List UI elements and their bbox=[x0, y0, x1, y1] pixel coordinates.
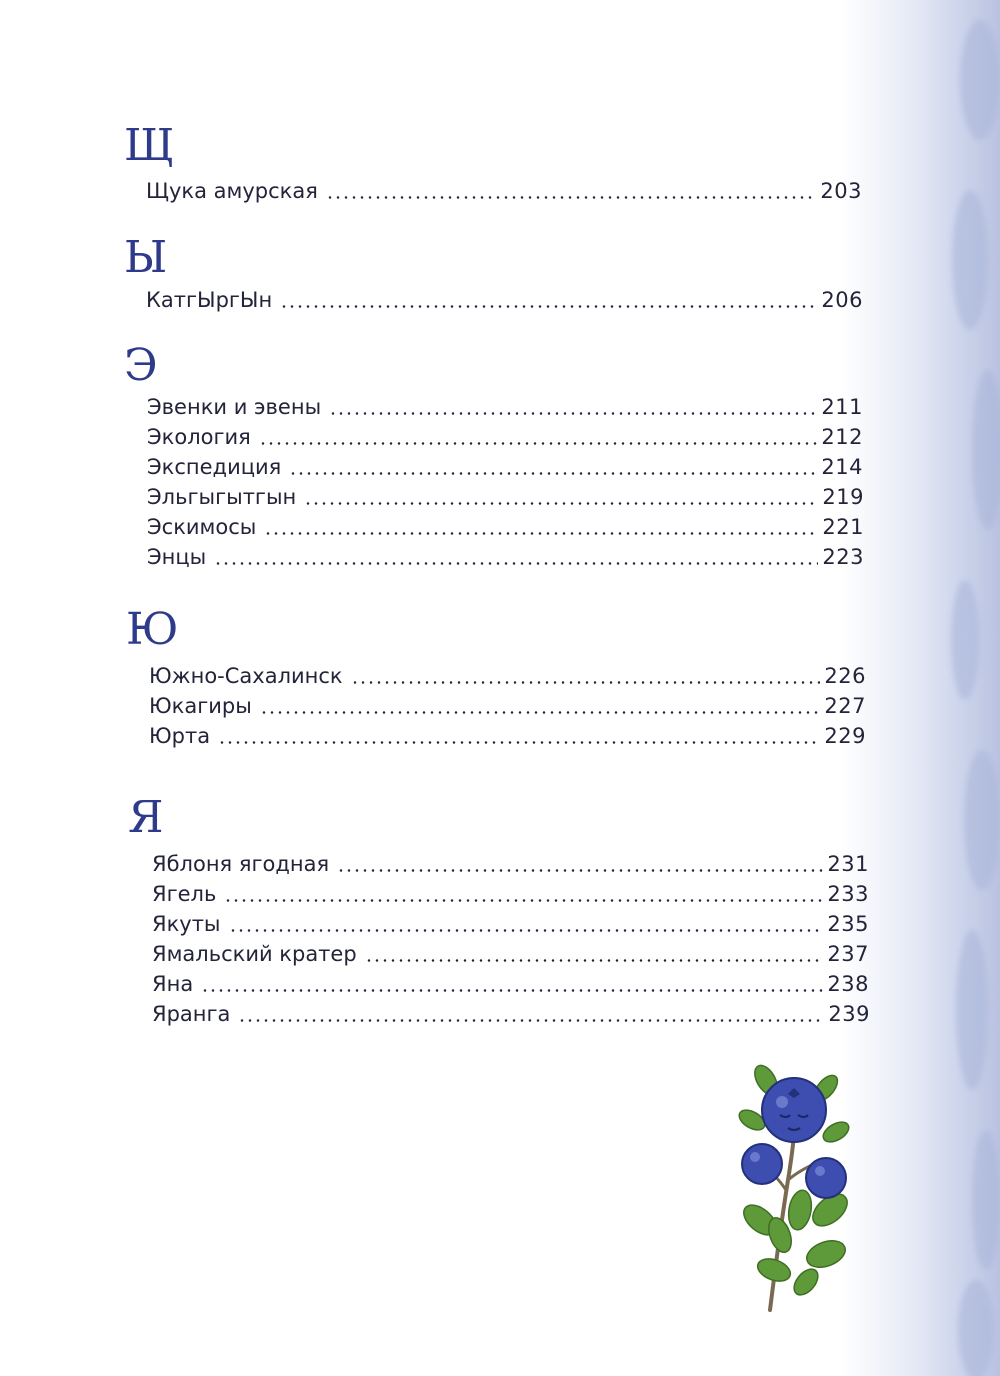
entry-title: Яна bbox=[152, 972, 194, 996]
entry-title: Экспедиция bbox=[147, 455, 282, 479]
toc-entry[interactable] bbox=[147, 448, 863, 478]
dot-leader bbox=[201, 989, 823, 992]
toc-entry[interactable] bbox=[146, 172, 862, 202]
entry-page: 212 bbox=[821, 425, 863, 449]
section-letter: Ю bbox=[126, 604, 179, 655]
dot-leader bbox=[260, 711, 821, 714]
entry-title: Энцы bbox=[147, 545, 207, 569]
dot-leader bbox=[224, 899, 823, 902]
toc-entry[interactable] bbox=[147, 508, 864, 538]
dot-leader bbox=[238, 1019, 824, 1022]
entry-page: 229 bbox=[824, 724, 866, 748]
entry-page: 239 bbox=[828, 1002, 870, 1026]
toc-entry[interactable] bbox=[149, 657, 866, 687]
dot-leader bbox=[218, 741, 820, 744]
entry-title: Ямальский кратер bbox=[152, 942, 357, 966]
entry-page: 214 bbox=[821, 455, 863, 479]
entry-page: 231 bbox=[827, 852, 869, 876]
toc-entry[interactable] bbox=[152, 875, 869, 905]
section-letter: Ы bbox=[124, 232, 168, 283]
toc-entry[interactable] bbox=[152, 905, 869, 935]
toc-entry[interactable] bbox=[149, 717, 866, 747]
toc-entry[interactable] bbox=[146, 281, 863, 311]
dot-leader bbox=[326, 196, 817, 199]
entry-page: 237 bbox=[827, 942, 869, 966]
entry-page: 238 bbox=[827, 972, 869, 996]
dot-leader bbox=[329, 412, 817, 415]
dot-leader bbox=[365, 959, 824, 962]
dot-leader bbox=[337, 869, 823, 872]
entry-title: Эльгыгытгын bbox=[147, 485, 297, 509]
dot-leader bbox=[304, 502, 818, 505]
toc-entry[interactable] bbox=[152, 935, 869, 965]
entry-title: Яблоня ягодная bbox=[152, 852, 330, 876]
entry-page: 203 bbox=[820, 179, 862, 203]
entry-title: Юкагиры bbox=[149, 694, 252, 718]
entry-page: 226 bbox=[824, 664, 866, 688]
entry-title: Щука амурская bbox=[146, 179, 318, 203]
dot-leader bbox=[264, 532, 818, 535]
entry-title: КатгЫргЫн bbox=[146, 288, 273, 312]
entry-page: 221 bbox=[822, 515, 864, 539]
dot-leader bbox=[229, 929, 824, 932]
toc-entry[interactable] bbox=[152, 845, 869, 875]
toc-entry[interactable] bbox=[147, 538, 864, 568]
entry-title: Юрта bbox=[149, 724, 211, 748]
toc-entry[interactable] bbox=[152, 995, 870, 1025]
entry-page: 233 bbox=[827, 882, 869, 906]
entry-title: Якуты bbox=[152, 912, 221, 936]
dot-leader bbox=[351, 681, 821, 684]
entry-page: 206 bbox=[821, 288, 863, 312]
entry-page: 235 bbox=[827, 912, 869, 936]
entry-title: Яранга bbox=[152, 1002, 231, 1026]
toc-entry[interactable] bbox=[152, 965, 869, 995]
section-letter: Э bbox=[124, 340, 158, 391]
entry-title: Экология bbox=[147, 425, 251, 449]
entry-page: 211 bbox=[821, 395, 863, 419]
entry-title: Южно-Сахалинск bbox=[149, 664, 343, 688]
toc-entry[interactable] bbox=[149, 687, 866, 717]
entry-title: Эвенки и эвены bbox=[147, 395, 322, 419]
entry-page: 223 bbox=[822, 545, 864, 569]
dot-leader bbox=[289, 472, 817, 475]
section-letter: Я bbox=[128, 792, 164, 843]
toc-entry[interactable] bbox=[147, 418, 863, 448]
entry-page: 219 bbox=[822, 485, 864, 509]
dot-leader bbox=[280, 305, 817, 308]
toc-entry[interactable] bbox=[147, 388, 863, 418]
section-letter: Щ bbox=[124, 120, 175, 171]
entry-page: 227 bbox=[824, 694, 866, 718]
dot-leader bbox=[214, 562, 818, 565]
toc-entry[interactable] bbox=[147, 478, 864, 508]
entry-title: Ягель bbox=[152, 882, 217, 906]
entry-title: Эскимосы bbox=[147, 515, 257, 539]
blueberry-branch-icon bbox=[730, 1060, 870, 1320]
dot-leader bbox=[259, 442, 818, 445]
